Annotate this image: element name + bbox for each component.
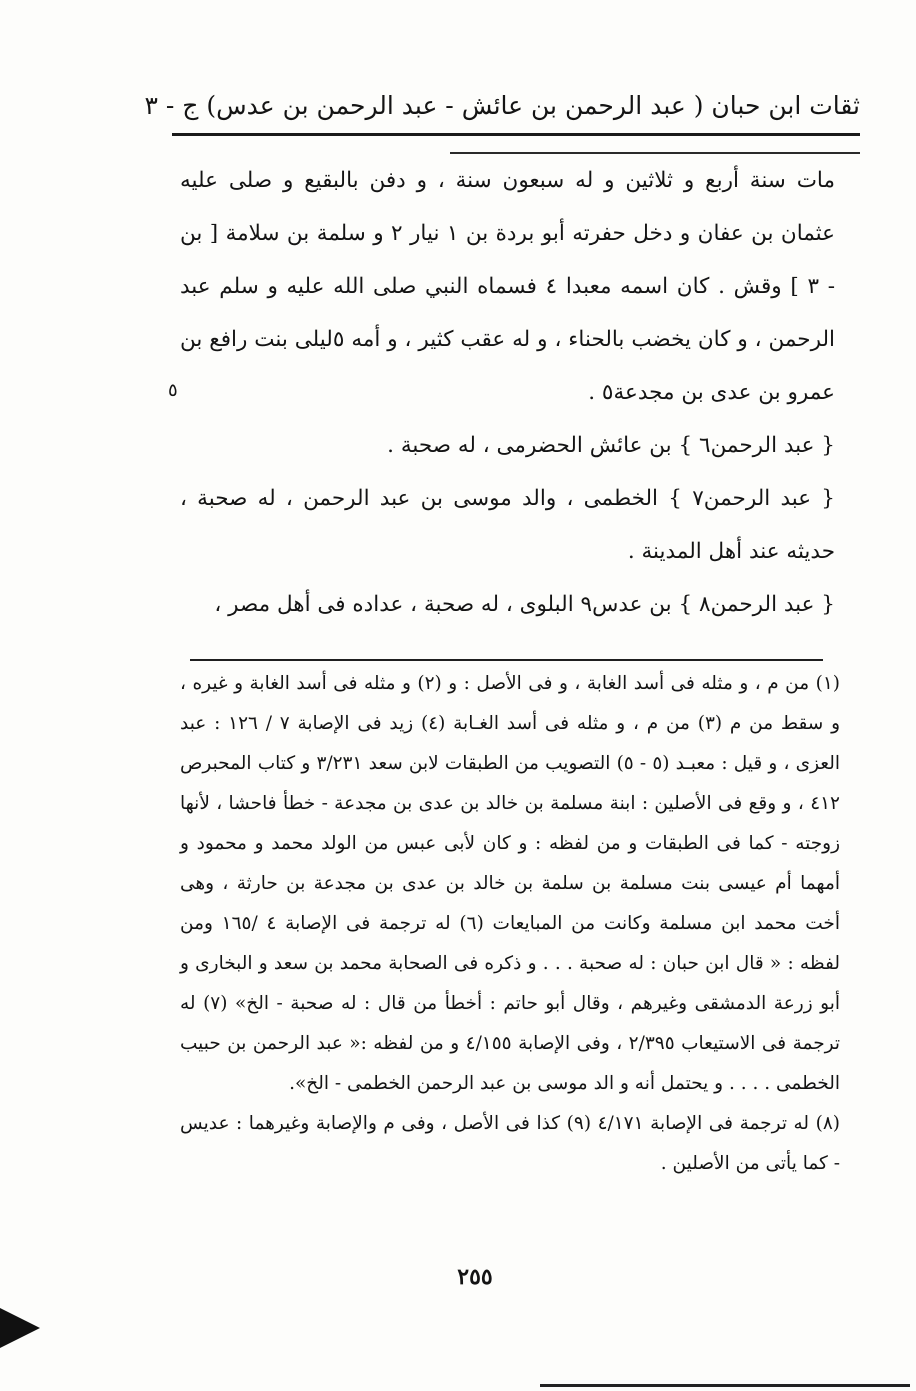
main-text [180,154,835,631]
body-paragraph: { عبد الرحمن٧ } الخطمى ، والد موسى بن عبد الرحمن ، له صحبة ، حديثه عند أهل المدينة . [180,486,835,564]
footnote-block: (٨) له ترجمة فى الإصابة ٤/١٧١ (٩) كذا فى الأصل ، وفى م والإصابة وغيرهما : عديس - كما يأتى من الأصلين . [180,1113,840,1174]
body-paragraph: { عبد الرحمن٦ } بن عائش الحضرمى ، له صحبة . [387,433,835,458]
running-header: ثقات ابن حبان ( عبد الرحمن بن عائش - عبد الرحمن بن عدس) ج - ٣ [144,91,860,120]
body-paragraph: { عبد الرحمن٨ } بن عدس٩ البلوى ، له صحبة ، عداده فى أهل مصر ، [214,592,835,617]
page-number: ٢٥٥ [457,1264,493,1290]
line-number: ٥ [168,380,178,401]
footnotes [180,664,840,1184]
footnote-block: (١) من م ، و مثله فى أسد الغابة ، و فى الأصل : و (٢) و مثله فى أسد الغابة و غيره ، و سقط من م (٣) من م ، و مثله فى أسد الغـابة (٤) زيد فى الإصابة ٧ / ١٢٦ : عبد العزى ، و قيل : معبـد (٥ - ٥) التصويب من الطبقات لابن سعد ٣/٢٣١ و كتاب المحبرص ٤١٢ ، و وقع فى الأصلين : ابنة مسلمة بن خالد بن عدى بن مجدعة - خطأ فاحشا ، لأنها زوجته - كما فى الطبقات و من لفظه : و كان لأبى عبس من الولد محمد و محمود و أمهما أم عيسى بنت مسلمة بن سلمة بن خالد بن عدى بن مجدعة بن حارثة ، وهى أخت محمد ابن مسلمة وكانت من المبايعات (٦) له ترجمة فى الإصابة ٤ /١٦٥ ومن لفظه : « قال ابن حبان : له صحبة . . . و ذكره فى الصحابة محمد بن سعد و البخارى و أبو زرعة الدمشقى وغيرهم ، وقال أبو حاتم : أخطأ من قال : له صحبة - الخ» (٧) له ترجمة فى الاستيعاب ٢/٣٩٥ ، وفى الإصابة ٤/١٥٥ و من لفظه :« عبد الرحمن بن حبيب الخطمى . . . . و يحتمل أنه و الد موسى بن عبد الرحمن الخطمى - الخ». [180,673,841,1094]
corner-scan-mark [0,1308,40,1348]
bottom-edge-rule [540,1384,910,1387]
header-rule [172,133,860,136]
footnote-separator [190,659,823,661]
body-paragraph: مات سنة أربع و ثلاثين و له سبعون سنة ، و دفن بالبقيع و صلى عليه عثمان بن عفان و دخل حفرته أبو بردة بن ١ نيار ٢ و سلمة بن سلامة [ بن - ٣ ] وقش . كان اسمه معبدا ٤ فسماه النبي صلى الله عليه و سلم عبد الرحمن ، و كان يخضب بالحناء ، و له عقب كثير ، و أمه ٥ليلى بنت رافع بن عمرو بن عدى بن مجدعة٥ . [180,168,835,405]
